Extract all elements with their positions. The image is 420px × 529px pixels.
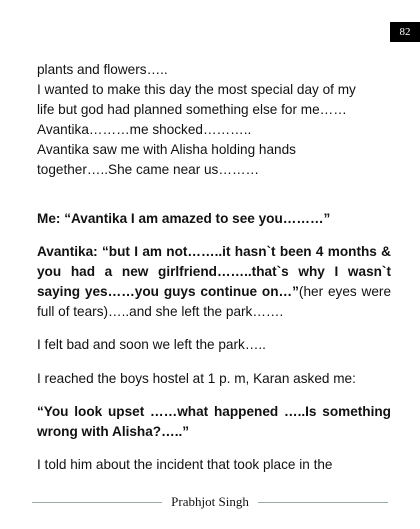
dialogue-me: Me: “Avantika I am amazed to see you………” [37, 211, 331, 226]
text-line: together…..She came near us……… [37, 162, 260, 177]
text-line: Avantika………me shocked……….. [37, 122, 252, 137]
text-line: plants and flowers….. [37, 62, 168, 77]
page-footer [32, 494, 388, 514]
page-body [37, 60, 391, 475]
paragraph-felt-bad: I felt bad and soon we left the park….. [37, 337, 266, 352]
footer-author: Prabhjot Singh [171, 494, 249, 509]
text-line: life but god had planned something else for me…… [37, 102, 347, 117]
dialogue-avantika-narration: (her eyes were full of tears)…..and she left the park……. [37, 284, 391, 319]
text-line: Avantika saw me with Alisha holding hands [37, 142, 296, 157]
footer-rule-right [258, 502, 388, 503]
dialogue-avantika [37, 242, 391, 322]
text-line: I wanted to make this day the most special day of my [37, 82, 356, 97]
dialogue-avantika-speech: Avantika: “but I am not……..it hasn`t been 4 months & you had a new girlfriend……..that`s why I wasn`t saying yes……you guys continue on…” [37, 244, 391, 299]
page-number: 82 [390, 22, 420, 42]
karan-question: “You look upset ……what happened …..Is something wrong with Alisha?…..” [37, 404, 391, 439]
opening-paragraph [37, 60, 391, 180]
paragraph-told-him: I told him about the incident that took place in the [37, 457, 333, 472]
paragraph-reached-hostel: I reached the boys hostel at 1 p. m, Karan asked me: [37, 371, 356, 386]
